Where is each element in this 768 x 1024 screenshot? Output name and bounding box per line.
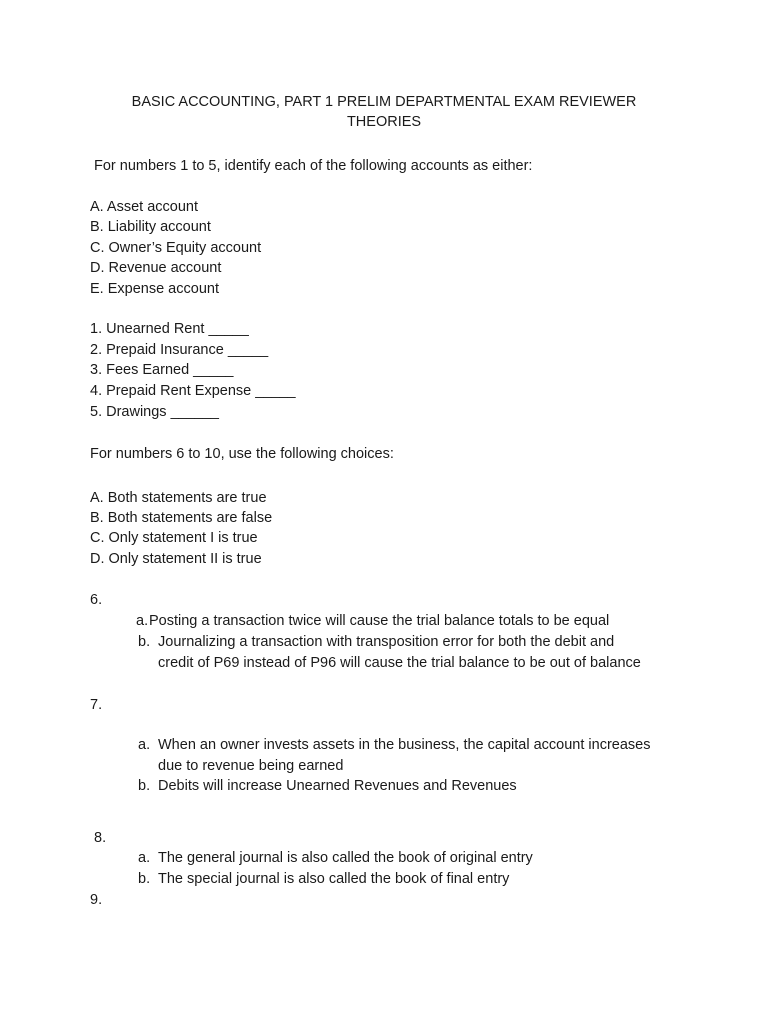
q8-a-label: a. (138, 850, 151, 866)
q7-b-text: Debits will increase Unearned Revenues and Revenues (158, 778, 517, 794)
q9-number: 9. (90, 892, 103, 908)
choice-e: E. Expense account (90, 281, 219, 297)
choice2-d: D. Only statement II is true (90, 551, 262, 567)
choice-c: C. Owner’s Equity account (90, 240, 262, 256)
title-line-1: BASIC ACCOUNTING, PART 1 PRELIM DEPARTMENTAL EXAM REVIEWER (131, 94, 637, 110)
choice2-a: A. Both statements are true (90, 490, 267, 506)
choice2-b: B. Both statements are false (90, 510, 273, 526)
q6-b-text-2: credit of P69 instead of P96 will cause the trial balance to be out of balance (158, 655, 641, 671)
q8-b-label: b. (138, 871, 151, 887)
choice-d: D. Revenue account (90, 260, 222, 276)
q8-b-text: The special journal is also called the book of final entry (158, 871, 510, 887)
title-line-2: THEORIES (346, 114, 422, 130)
item-1: 1. Unearned Rent _____ (90, 321, 249, 337)
section1-instruction: For numbers 1 to 5, identify each of the following accounts as either: (94, 158, 533, 174)
q6-a-label: a. (136, 613, 149, 629)
item-3: 3. Fees Earned _____ (90, 362, 234, 378)
q6-a-text: Posting a transaction twice will cause the trial balance totals to be equal (149, 613, 610, 629)
q7-a-text-1: When an owner invests assets in the business, the capital account increases (158, 737, 651, 753)
q8-number: 8. (94, 830, 107, 846)
item-5: 5. Drawings ______ (90, 404, 219, 420)
q7-b-label: b. (138, 778, 151, 794)
q6-number: 6. (90, 592, 103, 608)
item-4: 4. Prepaid Rent Expense _____ (90, 383, 296, 399)
item-2: 2. Prepaid Insurance _____ (90, 342, 269, 358)
q6-b-text-1: Journalizing a transaction with transposition error for both the debit and (158, 634, 615, 650)
q7-number: 7. (90, 697, 103, 713)
q7-a-text-2: due to revenue being earned (158, 758, 344, 774)
q6-b-label: b. (138, 634, 151, 650)
q7-a-label: a. (138, 737, 151, 753)
choice2-c: C. Only statement I is true (90, 530, 258, 546)
section2-instruction: For numbers 6 to 10, use the following choices: (90, 446, 394, 462)
choice-b: B. Liability account (90, 219, 211, 235)
q8-a-text: The general journal is also called the book of original entry (158, 850, 533, 866)
choice-a: A. Asset account (90, 199, 199, 215)
